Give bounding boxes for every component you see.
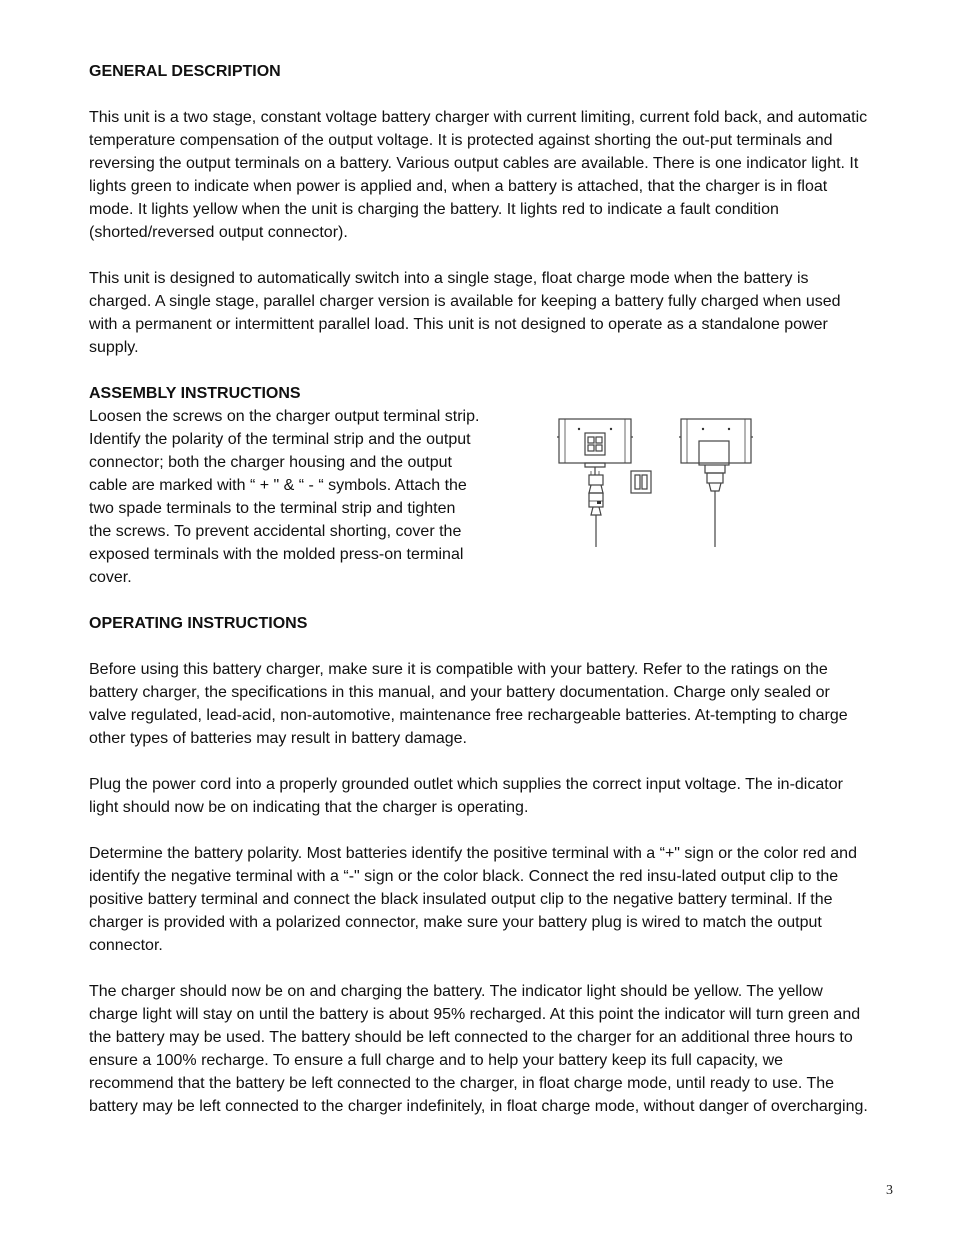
terminal-assembly-illustration <box>553 415 753 551</box>
general-description-heading: GENERAL DESCRIPTION <box>89 63 281 80</box>
assembly-section <box>89 382 869 589</box>
operating-instructions-heading: OPERATING INSTRUCTIONS <box>89 615 308 632</box>
operating-paragraph-2: Plug the power cord into a properly grounded outlet which supplies the correct input voltage. The in-dicator light should now be on indicating that the charger is operating. <box>89 776 843 816</box>
operating-paragraph-3: Determine the battery polarity. Most batteries identify the positive terminal with a “+" sign or the color red and identify the negative terminal with a “-" sign or the color black. Connect the red insu-lated output clip to the positive battery terminal and connect the black insulated output clip to the negative battery terminal. If the charger is provided with a polarized connector, make sure your battery plug is wired to match the output connector. <box>89 845 857 954</box>
general-description-paragraph-2: This unit is designed to automatically switch into a single stage, float charge mode when the battery is charged. A single stage, parallel charger version is available for keeping a battery fully charged when used with a permanent or intermittent parallel load. This unit is not designed to operate as a standalone power supply. <box>89 270 841 356</box>
operating-paragraph-1: Before using this battery charger, make sure it is compatible with your battery. Refer to the ratings on the battery charger, the specifications in this manual, and your battery documentation. Charge only sealed or valve regulated, lead-acid, non-automotive, maintenance free rechargeable batteries. At-tempting to charge other types of batteries may result in battery damage. <box>89 661 848 747</box>
assembly-instructions-heading: ASSEMBLY INSTRUCTIONS <box>89 385 301 402</box>
assembly-instructions-text: Loosen the screws on the charger output terminal strip. Identify the polarity of the terminal strip and the output connector; both the charger housing and the output cable are marked with “ + " & “ - “ symbols. Attach the two spade terminals to the terminal strip and tighten the screws. To prevent accidental shorting, cover the exposed terminals with the molded press-on terminal cover. <box>89 408 480 586</box>
general-description-paragraph-1: This unit is a two stage, constant voltage battery charger with current limiting, current fold back, and automatic temperature compensation of the output voltage. It is protected against shorting the out-put terminals and reversing the output terminals on a battery. Various output cables are available. There is one indicator light. It lights green to indicate when power is applied and, when a battery is attached, that the charger is in float mode. It lights yellow when the unit is charging the battery. It lights red to indicate a fault condition (shorted/reversed output connector). <box>89 109 868 241</box>
page-number: 3 <box>886 1183 893 1198</box>
document-page <box>89 60 869 1118</box>
operating-paragraph-4: The charger should now be on and charging the battery. The indicator light should be yellow. The yellow charge light will stay on until the battery is about 95% recharged. At this point the indicator will turn green and the battery may be used. The battery should be left connected to the charger for an additional three hours to ensure a 100% recharge. To ensure a full charge and to help your battery keep its full capacity, we recommend that the battery be left connected to the charger, in float charge mode, until ready to use. The battery may be left connected to the charger indefinitely, in float charge mode, without danger of overcharging. <box>89 983 868 1115</box>
